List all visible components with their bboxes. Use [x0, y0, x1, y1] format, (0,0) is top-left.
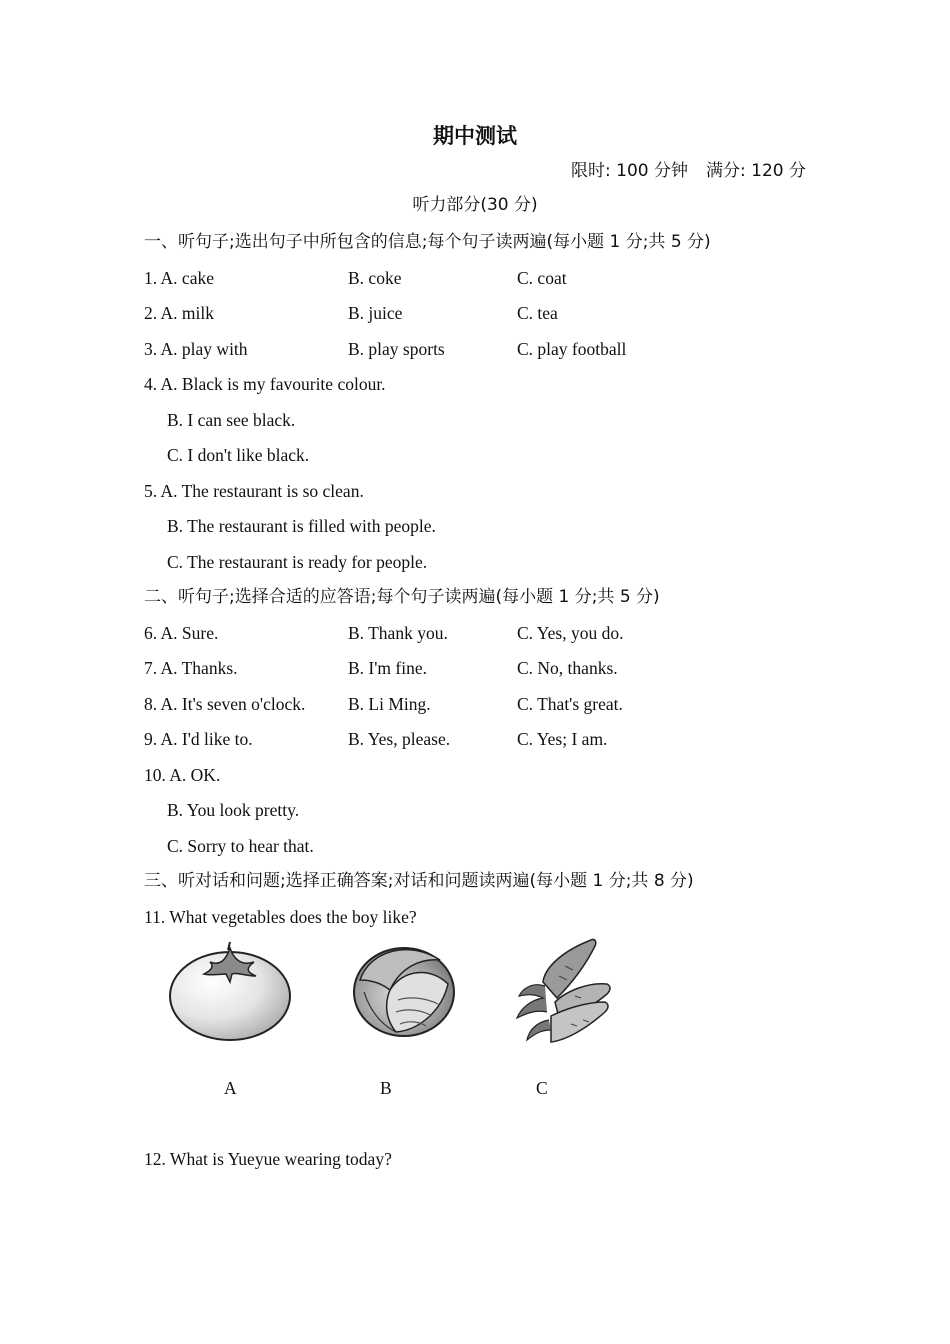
- question-5-option-a: 5. A. The restaurant is so clean.: [144, 481, 364, 501]
- picture-label-b: B: [380, 1078, 392, 1098]
- option-a: 3. A. play with: [144, 339, 248, 359]
- listening-header: 听力部分(30 分): [412, 195, 538, 215]
- question-5-option-c: C. The restaurant is ready for people.: [167, 552, 428, 572]
- option-b: B. play sports: [348, 339, 445, 359]
- section2-heading: 二、听句子;选择合适的应答语;每个句子读两遍(每小题 1 分;共 5 分): [144, 587, 660, 607]
- option-c: C. Yes; I am.: [517, 729, 608, 749]
- question-4-option-b: B. I can see black.: [167, 410, 296, 430]
- option-a: 1. A. cake: [144, 268, 214, 288]
- question-4-option-c: C. I don't like black.: [167, 445, 310, 465]
- option-a: 8. A. It's seven o'clock.: [144, 694, 306, 714]
- option-b: B. Li Ming.: [348, 694, 431, 714]
- option-c: C. coat: [517, 268, 567, 288]
- option-c: C. tea: [517, 303, 558, 323]
- section1-heading: 一、听句子;选出句子中所包含的信息;每个句子读两遍(每小题 1 分;共 5 分): [144, 232, 711, 252]
- question-10-option-c: C. Sorry to hear that.: [167, 836, 314, 856]
- time-limit: 限时: 100 分钟: [571, 161, 689, 181]
- option-a: 6. A. Sure.: [144, 623, 219, 643]
- option-b: B. coke: [348, 268, 402, 288]
- option-c: C. Yes, you do.: [517, 623, 624, 643]
- question-12-text: 12. What is Yueyue wearing today?: [144, 1149, 392, 1169]
- option-c: C. play football: [517, 339, 627, 359]
- option-b: B. I'm fine.: [348, 658, 427, 678]
- tomato-image: [166, 940, 296, 1044]
- picture-label-a: A: [224, 1078, 237, 1098]
- option-b: B. Yes, please.: [348, 729, 451, 749]
- picture-label-c: C: [536, 1078, 548, 1098]
- option-a: 7. A. Thanks.: [144, 658, 238, 678]
- page-title: 期中测试: [433, 124, 517, 148]
- section3-heading: 三、听对话和问题;选择正确答案;对话和问题读两遍(每小题 1 分;共 8 分): [144, 871, 694, 891]
- option-b: B. Thank you.: [348, 623, 448, 643]
- option-c: C. No, thanks.: [517, 658, 618, 678]
- option-c: C. That's great.: [517, 694, 623, 714]
- option-a: 9. A. I'd like to.: [144, 729, 253, 749]
- option-b: B. juice: [348, 303, 403, 323]
- question-11-text: 11. What vegetables does the boy like?: [144, 907, 417, 927]
- carrots-image: [515, 936, 615, 1048]
- question-10-option-b: B. You look pretty.: [167, 800, 300, 820]
- question-4-option-a: 4. A. Black is my favourite colour.: [144, 374, 386, 394]
- cabbage-image: [350, 940, 458, 1040]
- question-5-option-b: B. The restaurant is filled with people.: [167, 516, 436, 536]
- option-a: 2. A. milk: [144, 303, 215, 323]
- exam-meta: [571, 163, 806, 180]
- full-score: 满分: 120 分: [706, 161, 806, 181]
- question-10-option-a: 10. A. OK.: [144, 765, 221, 785]
